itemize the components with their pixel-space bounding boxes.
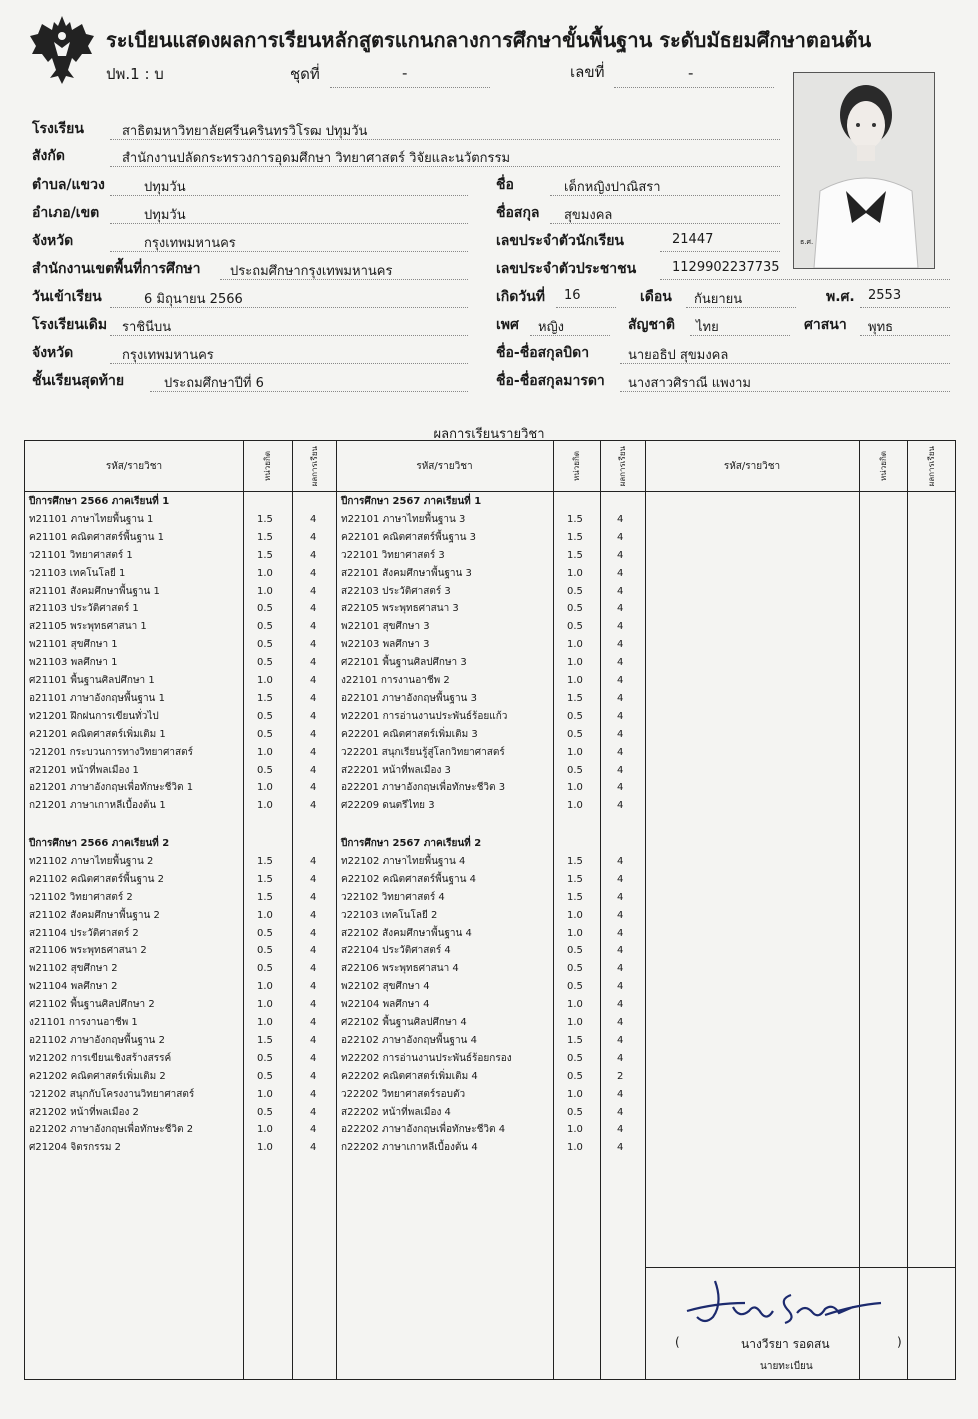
- student-id: 21447: [672, 232, 714, 247]
- credit-cell: 1.0: [567, 782, 583, 794]
- grade-cell: 4: [310, 855, 317, 867]
- col-credit-1: หน่วยกิต: [263, 451, 272, 481]
- grade-cell: 4: [310, 710, 317, 722]
- credit-cell: 0.5: [257, 764, 273, 776]
- nationality: ไทย: [696, 320, 719, 335]
- subject-cell: ค22201 คณิตศาสตร์เพิ่มเติม 3: [341, 728, 478, 740]
- subject-cell: ส21103 ประวัติศาสตร์ 1: [29, 603, 139, 615]
- subject-cell: ว21103 เทคโนโลยี 1: [29, 567, 126, 579]
- subject-cell: ค21201 คณิตศาสตร์เพิ่มเติม 1: [29, 728, 166, 740]
- grade-cell: 4: [617, 567, 624, 579]
- surname-label: ชื่อสกุล: [496, 205, 540, 221]
- grade-cell: 4: [310, 531, 317, 543]
- prev-school: ราชินีบน: [122, 320, 172, 335]
- grade-cell: 4: [617, 1106, 624, 1118]
- term-header: ปีการศึกษา 2566 ภาคเรียนที่ 1: [29, 496, 170, 507]
- subject-cell: ส22101 สังคมศึกษาพื้นฐาน 3: [341, 567, 472, 579]
- credit-cell: 0.5: [567, 764, 583, 776]
- gender-label: เพศ: [496, 317, 519, 333]
- area-office: ประถมศึกษากรุงเทพมหานคร: [230, 264, 393, 279]
- credit-cell: 0.5: [567, 1070, 583, 1082]
- subject-cell: ท21102 ภาษาไทยพื้นฐาน 2: [29, 855, 154, 867]
- credit-cell: 0.5: [257, 621, 273, 633]
- grade-cell: 4: [617, 764, 624, 776]
- credit-cell: 1.0: [257, 999, 273, 1011]
- grade-cell: 4: [310, 675, 317, 686]
- credit-cell: 1.5: [257, 1034, 273, 1046]
- grade-cell: 4: [617, 531, 624, 543]
- grade-cell: 4: [617, 675, 624, 686]
- subject-cell: อ21102 ภาษาอังกฤษพื้นฐาน 2: [29, 1034, 165, 1046]
- credit-cell: 1.5: [257, 513, 273, 525]
- grade-cell: 4: [310, 692, 317, 704]
- grade-cell: 4: [617, 639, 624, 651]
- grade-cell: 4: [310, 782, 317, 794]
- birth-month: กันยายน: [694, 292, 743, 307]
- subject-cell: อ22101 ภาษาอังกฤษพื้นฐาน 3: [341, 692, 477, 704]
- credit-cell: 0.5: [567, 603, 583, 615]
- mother-label: ชื่อ-ชื่อสกุลมารดา: [496, 373, 605, 389]
- number-label: เลขที่: [570, 63, 605, 81]
- credit-cell: 0.5: [257, 657, 273, 669]
- credit-cell: 0.5: [257, 728, 273, 740]
- enroll-date-label: วันเข้าเรียน: [32, 289, 102, 305]
- term-header: ปีการศึกษา 2567 ภาคเรียนที่ 2: [341, 838, 482, 849]
- district-label: อำเภอ/เขต: [32, 205, 100, 221]
- prev-province-label: จังหวัด: [32, 345, 74, 361]
- subject-cell: ศ21102 พื้นฐานศิลปศึกษา 2: [29, 999, 155, 1011]
- student-surname: สุขมงคล: [564, 208, 613, 223]
- registrar-title: นายทะเบียน: [760, 1361, 813, 1372]
- col-subject-3: รหัส/รายวิชา: [723, 460, 781, 472]
- subject-cell: ท22102 ภาษาไทยพื้นฐาน 4: [341, 855, 466, 867]
- student-photo: [793, 72, 935, 269]
- subject-cell: ท22202 การอ่านงานประพันธ์ร้อยกรอง: [341, 1052, 512, 1064]
- credit-cell: 1.0: [567, 1017, 583, 1028]
- grade-cell: 4: [617, 549, 624, 561]
- citizen-id: 1129902237735: [672, 260, 780, 275]
- grade-cell: 4: [310, 1142, 317, 1154]
- grade-cell: 4: [310, 945, 317, 957]
- grade-cell: 4: [617, 657, 624, 669]
- grade-cell: 4: [310, 567, 317, 579]
- credit-cell: 1.0: [567, 1124, 583, 1136]
- subject-cell: พ21104 พลศึกษา 2: [29, 981, 118, 993]
- grade-cell: 4: [617, 1034, 624, 1046]
- credit-cell: 0.5: [257, 603, 273, 615]
- district: ปทุมวัน: [144, 208, 186, 223]
- credit-cell: 1.5: [567, 513, 583, 525]
- grade-cell: 4: [310, 621, 317, 633]
- subject-cell: ค22102 คณิตศาสตร์พื้นฐาน 4: [341, 873, 477, 885]
- grade-cell: 4: [617, 999, 624, 1011]
- last-grade-label: ชั้นเรียนสุดท้าย: [32, 373, 125, 389]
- subject-cell: ส22103 ประวัติศาสตร์ 3: [341, 585, 451, 597]
- grade-cell: 4: [310, 657, 317, 669]
- subject-cell: ส21104 ประวัติศาสตร์ 2: [29, 927, 139, 939]
- subject-cell: อ21101 ภาษาอังกฤษพื้นฐาน 1: [29, 692, 165, 704]
- gender: หญิง: [538, 320, 564, 335]
- grade-cell: 4: [617, 800, 624, 812]
- credit-cell: 1.5: [567, 1034, 583, 1046]
- subdistrict: ปทุมวัน: [144, 180, 186, 195]
- credit-cell: 0.5: [257, 639, 273, 651]
- credit-cell: 1.0: [567, 999, 583, 1011]
- subdistrict-label: ตำบล/แขวง: [32, 177, 105, 193]
- grade-cell: 4: [310, 1124, 317, 1136]
- affiliation: สำนักงานปลัดกระทรวงการอุดมศึกษา วิทยาศาสตร์ วิจัยและนวัตกรรม: [122, 151, 511, 166]
- subject-cell: พ22103 พลศึกษา 3: [341, 639, 430, 651]
- subject-cell: อ22201 ภาษาอังกฤษเพื่อทักษะชีวิต 3: [341, 782, 506, 794]
- subject-cell: ค22202 คณิตศาสตร์เพิ่มเติม 4: [341, 1070, 478, 1082]
- document-title: ระเบียนแสดงผลการเรียนหลักสูตรแกนกลางการศึกษาขั้นพื้นฐาน ระดับมัธยมศึกษาตอนต้น: [106, 28, 872, 52]
- sig-open-paren: (: [675, 1335, 680, 1349]
- credit-cell: 0.5: [257, 1052, 273, 1064]
- subject-cell: ส21201 หน้าที่พลเมือง 1: [29, 764, 139, 776]
- col-grade-2: ผลการเรียน: [618, 445, 627, 487]
- province: กรุงเทพมหานคร: [144, 236, 236, 251]
- credit-cell: 1.5: [257, 891, 273, 903]
- grade-cell: 4: [310, 1088, 317, 1100]
- subject-cell: อ22202 ภาษาอังกฤษเพื่อทักษะชีวิต 4: [341, 1124, 506, 1136]
- col-credit-3: หน่วยกิต: [878, 451, 888, 481]
- grade-cell: 4: [310, 746, 317, 758]
- area-office-label: สำนักงานเขตพื้นที่การศึกษา: [32, 261, 201, 277]
- subject-cell: พ22101 สุขศึกษา 3: [341, 621, 430, 633]
- subject-cell: ค21102 คณิตศาสตร์พื้นฐาน 2: [29, 873, 165, 885]
- subject-cell: ส22105 พระพุทธศาสนา 3: [341, 603, 459, 615]
- credit-cell: 0.5: [257, 927, 273, 939]
- nationality-label: สัญชาติ: [628, 317, 675, 333]
- registrar-signature: [675, 1273, 895, 1333]
- credit-cell: 1.0: [257, 1088, 273, 1100]
- credit-cell: 0.5: [567, 945, 583, 957]
- subject-cell: ว22101 วิทยาศาสตร์ 3: [341, 549, 445, 561]
- subject-cell: ค21101 คณิตศาสตร์พื้นฐาน 1: [29, 531, 165, 543]
- credit-cell: 1.5: [567, 692, 583, 704]
- grade-cell: 4: [310, 981, 317, 993]
- credit-cell: 1.0: [257, 746, 273, 758]
- subject-cell: ว22103 เทคโนโลยี 2: [341, 909, 438, 921]
- subject-cell: ส21105 พระพุทธศาสนา 1: [29, 621, 147, 633]
- subject-cell: พ22104 พลศึกษา 4: [341, 999, 430, 1011]
- citizen-id-label: เลขประจำตัวประชาชน: [496, 261, 637, 277]
- subject-cell: ว22102 วิทยาศาสตร์ 4: [341, 891, 445, 903]
- credit-cell: 1.0: [567, 675, 583, 686]
- col-subject-2: รหัส/รายวิชา: [416, 460, 473, 472]
- grade-cell: 4: [310, 909, 317, 921]
- col-credit-2: หน่วยกิต: [572, 451, 581, 481]
- credit-cell: 1.0: [567, 927, 583, 939]
- birth-day-label: เกิดวันที่: [496, 289, 546, 305]
- sig-close-paren: ): [897, 1335, 902, 1349]
- credit-cell: 1.0: [257, 981, 273, 993]
- subject-cell: ท21201 ฝึกฝนการเขียนทั่วไป: [29, 710, 159, 722]
- religion: พุทธ: [868, 320, 894, 335]
- grade-cell: 4: [310, 891, 317, 903]
- grade-cell: 4: [617, 710, 624, 722]
- credit-cell: 0.5: [567, 728, 583, 740]
- grade-cell: 4: [617, 1052, 624, 1064]
- credit-cell: 1.5: [257, 531, 273, 543]
- credit-cell: 1.5: [567, 873, 583, 885]
- subject-cell: พ21103 พลศึกษา 1: [29, 657, 118, 669]
- prev-province: กรุงเทพมหานคร: [122, 348, 214, 363]
- grade-cell: 4: [310, 585, 317, 597]
- grade-cell: 4: [310, 963, 317, 975]
- birth-day: 16: [564, 288, 581, 303]
- subject-cell: พ21102 สุขศึกษา 2: [29, 963, 118, 975]
- credit-cell: 0.5: [567, 1106, 583, 1118]
- grade-cell: 4: [310, 800, 317, 812]
- subject-cell: อ21201 ภาษาอังกฤษเพื่อทักษะชีวิต 1: [29, 782, 194, 794]
- grade-cell: 4: [617, 891, 624, 903]
- credit-cell: 1.5: [567, 891, 583, 903]
- subject-cell: ก22202 ภาษาเกาหลีเบื้องต้น 4: [341, 1142, 478, 1154]
- credit-cell: 0.5: [257, 710, 273, 722]
- grade-cell: 4: [617, 728, 624, 740]
- credit-cell: 0.5: [567, 1052, 583, 1064]
- subject-cell: ง21101 การงานอาชีพ 1: [29, 1017, 138, 1028]
- prev-school-label: โรงเรียนเดิม: [32, 317, 108, 333]
- subject-cell: ศ21101 พื้นฐานศิลปศึกษา 1: [29, 675, 155, 686]
- birth-year: 2553: [868, 288, 902, 303]
- grade-cell: 4: [617, 782, 624, 794]
- credit-cell: 1.0: [257, 567, 273, 579]
- grade-cell: 4: [617, 1088, 624, 1100]
- subject-cell: พ22102 สุขศึกษา 4: [341, 981, 430, 993]
- credit-cell: 0.5: [257, 1106, 273, 1118]
- col-grade-1: ผลการเรียน: [309, 445, 319, 487]
- grade-cell: 4: [617, 963, 624, 975]
- credit-cell: 1.5: [257, 692, 273, 704]
- credit-cell: 1.5: [567, 855, 583, 867]
- subject-cell: ศ22101 พื้นฐานศิลปศึกษา 3: [341, 657, 467, 669]
- set-label: ชุดที่: [290, 65, 320, 83]
- credit-cell: 0.5: [567, 585, 583, 597]
- term-header: ปีการศึกษา 2566 ภาคเรียนที่ 2: [29, 838, 170, 849]
- credit-cell: 1.0: [257, 1142, 273, 1154]
- grade-cell: 4: [310, 1017, 317, 1028]
- school-label: โรงเรียน: [32, 121, 84, 137]
- subject-cell: ส22202 หน้าที่พลเมือง 4: [341, 1106, 451, 1118]
- subject-cell: ง22101 การงานอาชีพ 2: [341, 675, 450, 686]
- subject-cell: ว21201 กระบวนการทางวิทยาศาสตร์: [29, 746, 193, 758]
- credit-cell: 0.5: [567, 963, 583, 975]
- credit-cell: 1.0: [567, 567, 583, 579]
- credit-cell: 1.5: [257, 873, 273, 885]
- credit-cell: 1.0: [567, 746, 583, 758]
- grade-cell: 4: [617, 603, 624, 615]
- school-name: สาธิตมหาวิทยาลัยศรีนครินทรวิโรฒ ปทุมวัน: [122, 124, 368, 139]
- credit-cell: 0.5: [567, 710, 583, 722]
- grade-cell: 4: [617, 1017, 624, 1028]
- subject-cell: ส22106 พระพุทธศาสนา 4: [341, 963, 459, 975]
- grade-cell: 4: [310, 513, 317, 525]
- credit-cell: 1.5: [257, 549, 273, 561]
- set-value: -: [402, 64, 408, 82]
- credit-cell: 1.0: [567, 1142, 583, 1154]
- credit-cell: 1.5: [567, 531, 583, 543]
- credit-cell: 1.0: [257, 585, 273, 597]
- subject-cell: ท21202 การเขียนเชิงสร้างสรรค์: [29, 1052, 172, 1064]
- credit-cell: 1.0: [567, 639, 583, 651]
- grade-cell: 4: [310, 1034, 317, 1046]
- subject-cell: อ21202 ภาษาอังกฤษเพื่อทักษะชีวิต 2: [29, 1124, 194, 1136]
- province-label: จังหวัด: [32, 233, 74, 249]
- birth-month-label: เดือน: [640, 289, 672, 305]
- mother-name: นางสาวศิราณี แพงาม: [628, 376, 751, 391]
- credit-cell: 0.5: [567, 981, 583, 993]
- subject-cell: ค22101 คณิตศาสตร์พื้นฐาน 3: [341, 531, 477, 543]
- last-grade: ประถมศึกษาปีที่ 6: [164, 376, 264, 391]
- subject-cell: ส21102 สังคมศึกษาพื้นฐาน 2: [29, 909, 160, 921]
- subject-cell: ค21202 คณิตศาสตร์เพิ่มเติม 2: [29, 1070, 166, 1082]
- registrar-name: นางวีรยา รอดสน: [741, 1337, 830, 1351]
- credit-cell: 0.5: [257, 945, 273, 957]
- credit-cell: 1.0: [567, 800, 583, 812]
- grade-cell: 4: [310, 999, 317, 1011]
- enroll-date: 6 มิถุนายน 2566: [144, 292, 243, 307]
- credit-cell: 1.0: [257, 782, 273, 794]
- grade-cell: 4: [310, 873, 317, 885]
- subject-cell: ส22201 หน้าที่พลเมือง 3: [341, 764, 451, 776]
- grade-cell: 4: [617, 909, 624, 921]
- religion-label: ศาสนา: [804, 317, 847, 333]
- credit-cell: 0.5: [257, 1070, 273, 1082]
- grade-cell: 4: [310, 639, 317, 651]
- subject-cell: ส21202 หน้าที่พลเมือง 2: [29, 1106, 139, 1118]
- credit-cell: 1.0: [257, 675, 273, 686]
- grade-cell: 4: [310, 927, 317, 939]
- grade-cell: 4: [617, 981, 624, 993]
- credit-cell: 1.0: [257, 800, 273, 812]
- affiliation-label: สังกัด: [32, 148, 65, 164]
- term-header: ปีการศึกษา 2567 ภาคเรียนที่ 1: [341, 496, 482, 507]
- subject-cell: ส21101 สังคมศึกษาพื้นฐาน 1: [29, 585, 160, 597]
- subject-cell: ส21106 พระพุทธศาสนา 2: [29, 945, 147, 957]
- father-name: นายอธิป สุขมงคล: [628, 348, 729, 363]
- name-label: ชื่อ: [496, 177, 514, 193]
- grade-cell: 4: [310, 1106, 317, 1118]
- subject-cell: ว21102 วิทยาศาสตร์ 2: [29, 891, 133, 903]
- photo-caption: ธ.ศ.: [800, 238, 814, 246]
- credit-cell: 1.0: [567, 1088, 583, 1100]
- grade-cell: 4: [617, 746, 624, 758]
- form-code: ปพ.1 : บ: [106, 65, 164, 83]
- grade-cell: 4: [617, 513, 624, 525]
- results-table: [24, 440, 956, 1380]
- results-title: ผลการเรียนรายวิชา: [433, 427, 545, 442]
- credit-cell: 0.5: [567, 621, 583, 633]
- subject-cell: พ21101 สุขศึกษา 1: [29, 639, 118, 651]
- student-name: เด็กหญิงปาณิสรา: [564, 180, 661, 195]
- grade-cell: 4: [617, 1124, 624, 1136]
- subject-cell: ท22201 การอ่านงานประพันธ์ร้อยแก้ว: [341, 710, 508, 722]
- grade-cell: 4: [617, 945, 624, 957]
- col-grade-3: ผลการเรียน: [926, 445, 936, 487]
- subject-cell: ก21201 ภาษาเกาหลีเบื้องต้น 1: [29, 800, 166, 812]
- subject-cell: ศ22102 พื้นฐานศิลปศึกษา 4: [341, 1017, 467, 1028]
- grade-cell: 2: [617, 1070, 624, 1082]
- credit-cell: 1.0: [567, 657, 583, 669]
- birth-year-label: พ.ศ.: [826, 289, 855, 305]
- grade-cell: 4: [310, 1052, 317, 1064]
- grade-cell: 4: [617, 927, 624, 939]
- grade-cell: 4: [617, 873, 624, 885]
- grade-cell: 4: [617, 621, 624, 633]
- credit-cell: 1.0: [567, 909, 583, 921]
- credit-cell: 1.0: [257, 909, 273, 921]
- subject-cell: อ22102 ภาษาอังกฤษพื้นฐาน 4: [341, 1034, 477, 1046]
- grade-cell: 4: [617, 1142, 624, 1154]
- grade-cell: 4: [617, 692, 624, 704]
- subject-cell: ศ22209 ดนตรีไทย 3: [341, 800, 435, 812]
- subject-cell: ศ21204 จิตรกรรม 2: [29, 1142, 121, 1154]
- subject-cell: ส22102 สังคมศึกษาพื้นฐาน 4: [341, 927, 472, 939]
- garuda-emblem-icon: [28, 12, 96, 86]
- subject-cell: ท21101 ภาษาไทยพื้นฐาน 1: [29, 513, 154, 525]
- student-id-label: เลขประจำตัวนักเรียน: [496, 233, 625, 249]
- credit-cell: 1.0: [257, 1017, 273, 1028]
- subject-cell: ว21101 วิทยาศาสตร์ 1: [29, 549, 133, 561]
- subject-cell: ท22101 ภาษาไทยพื้นฐาน 3: [341, 513, 466, 525]
- credit-cell: 0.5: [257, 963, 273, 975]
- number-value: -: [688, 64, 694, 82]
- grade-cell: 4: [617, 585, 624, 597]
- subject-cell: ว22201 สนุกเรียนรู้สู่โลกวิทยาศาสตร์: [341, 746, 505, 758]
- subject-cell: ว21202 สนุกกับโครงงานวิทยาศาสตร์: [29, 1088, 195, 1100]
- subject-cell: ส22104 ประวัติศาสตร์ 4: [341, 945, 451, 957]
- grade-cell: 4: [310, 764, 317, 776]
- subject-cell: ว22202 วิทยาศาสตร์รอบตัว: [341, 1088, 466, 1100]
- col-subject-1: รหัส/รายวิชา: [105, 460, 163, 472]
- grade-cell: 4: [310, 728, 317, 740]
- credit-cell: 1.0: [257, 1124, 273, 1136]
- grade-cell: 4: [310, 1070, 317, 1082]
- father-label: ชื่อ-ชื่อสกุลบิดา: [496, 345, 590, 361]
- grade-cell: 4: [310, 603, 317, 615]
- grade-cell: 4: [310, 549, 317, 561]
- credit-cell: 1.5: [567, 549, 583, 561]
- credit-cell: 1.5: [257, 855, 273, 867]
- grade-cell: 4: [617, 855, 624, 867]
